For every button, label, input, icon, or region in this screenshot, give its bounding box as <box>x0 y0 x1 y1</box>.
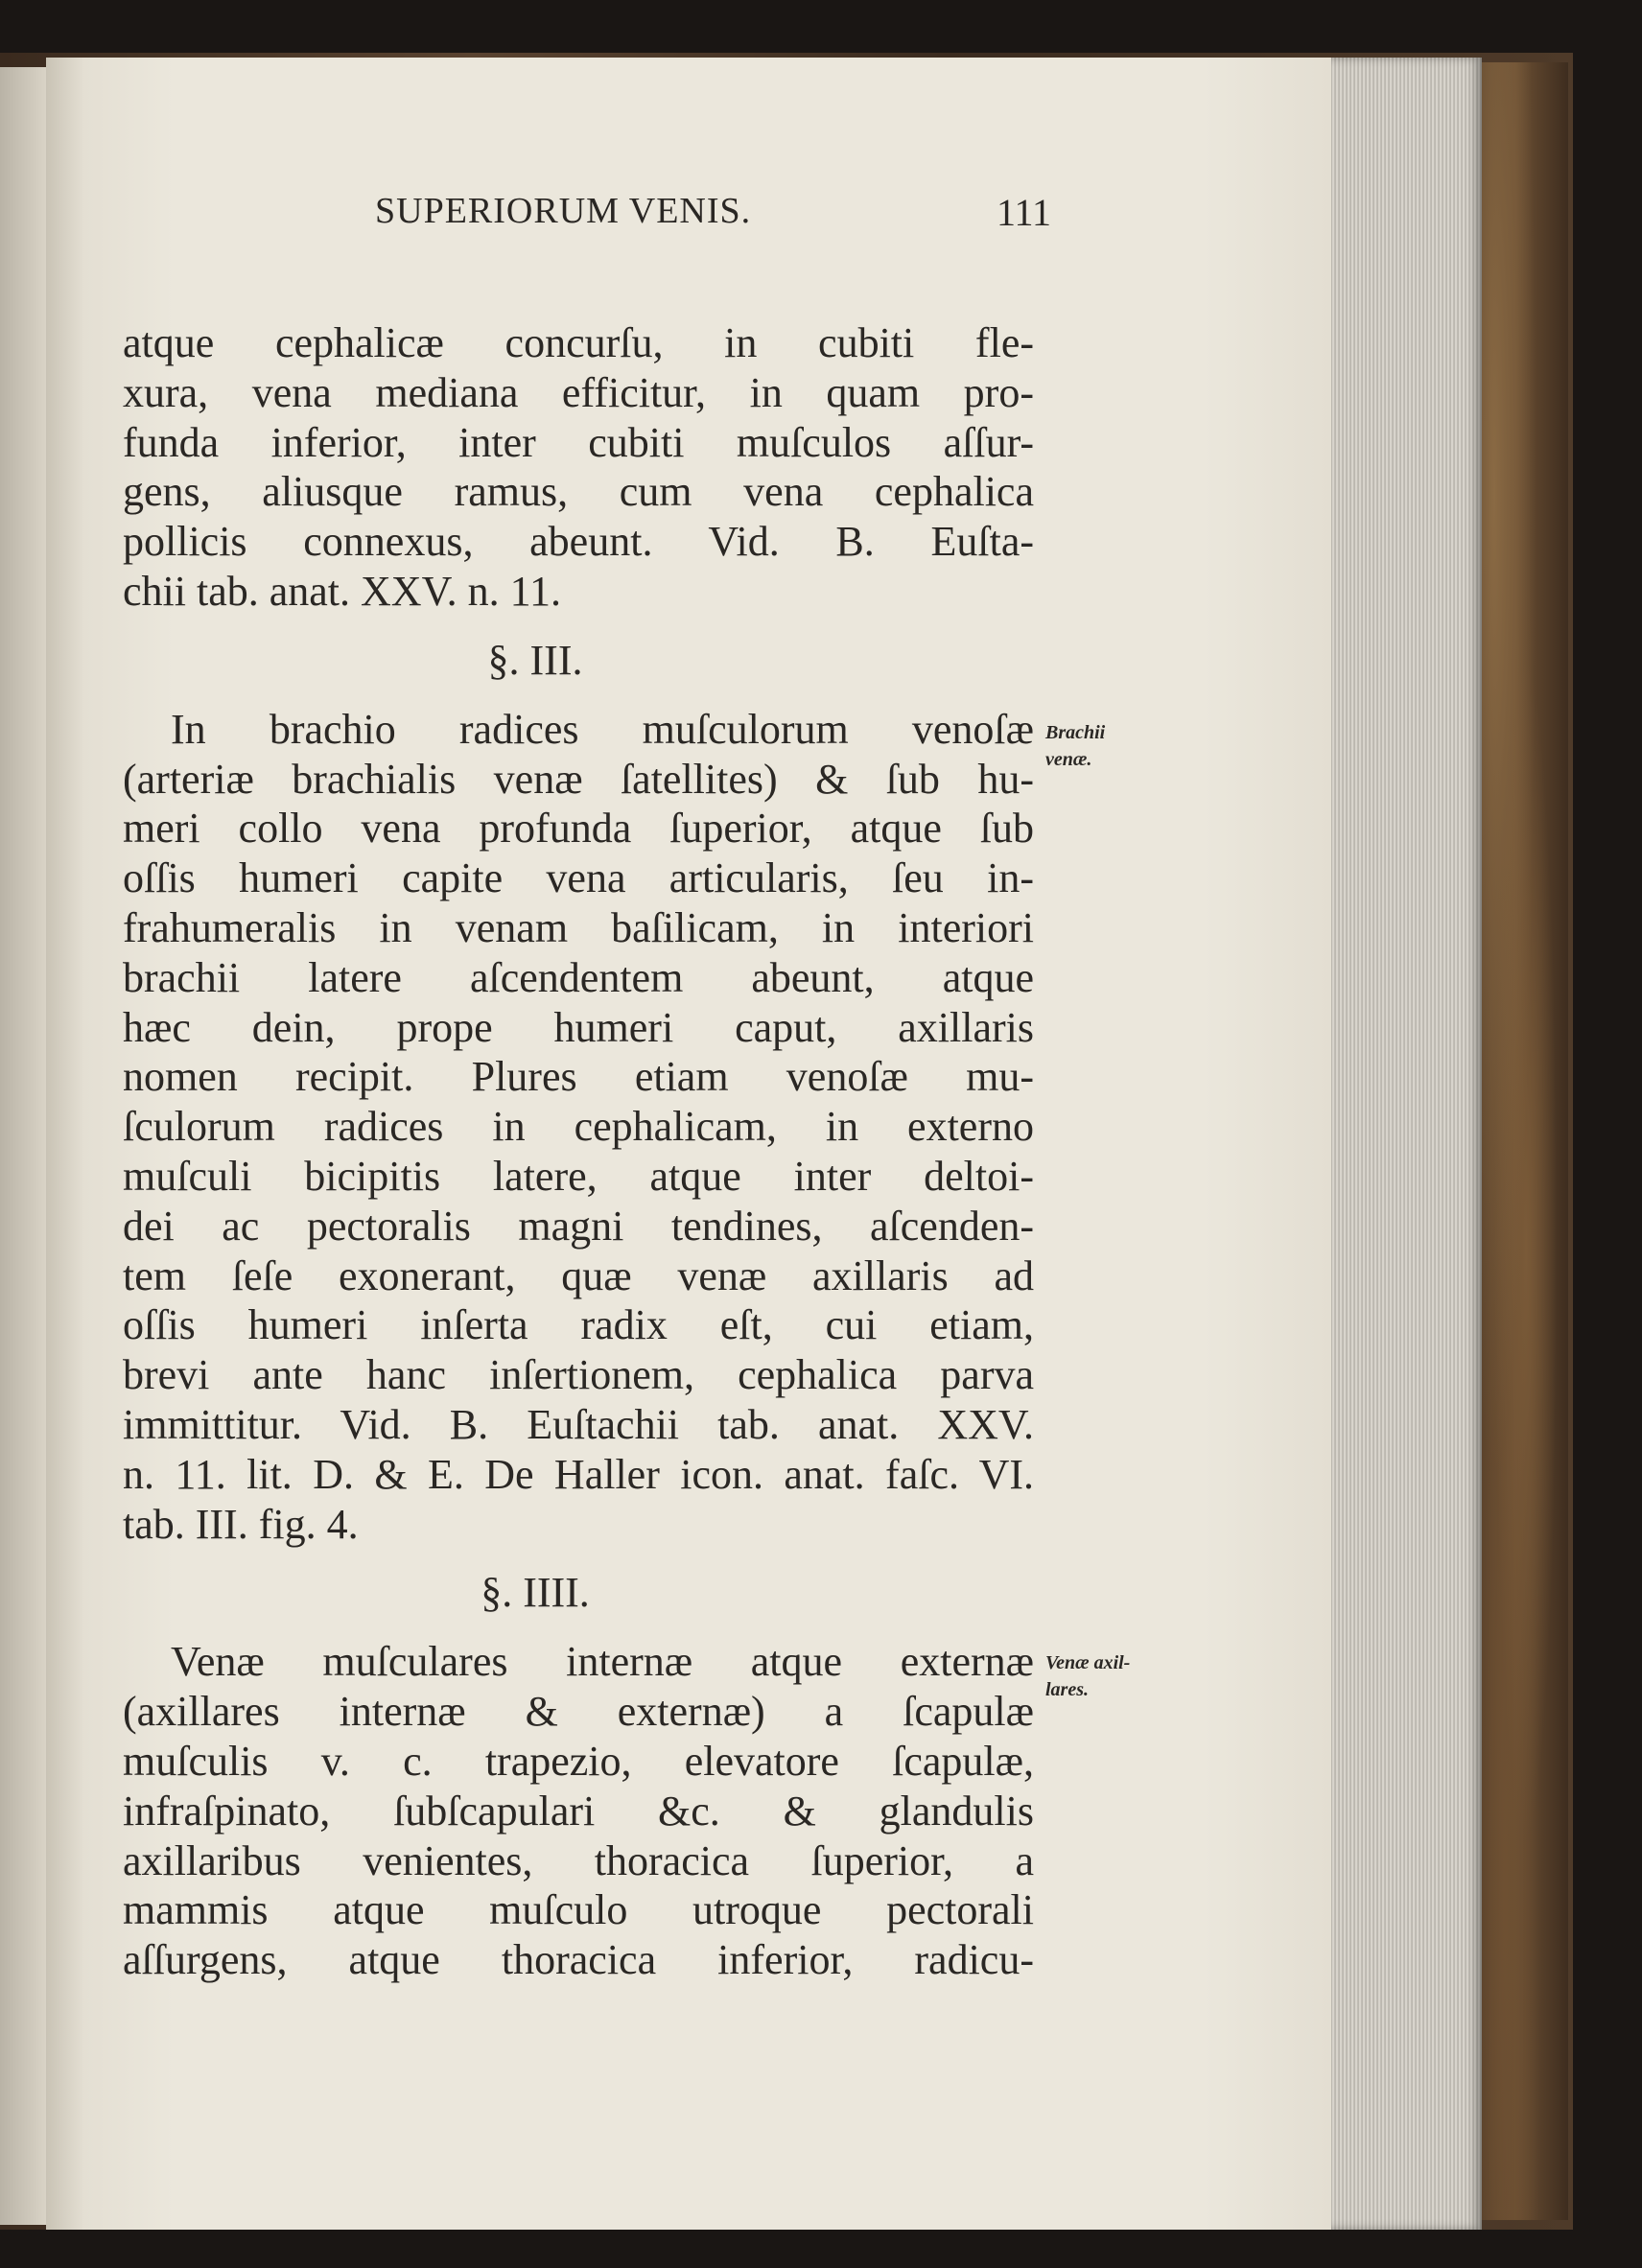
page-number: 111 <box>996 191 1051 234</box>
text-line: infraſpinato, ſubſcapulari &c. & glandulis <box>123 1787 1034 1835</box>
text-line: muſculi bicipitis latere, atque inter deltoi- <box>123 1152 1034 1200</box>
text-line: tem ſeſe exonerant, quæ venæ axillaris ad <box>123 1251 1034 1299</box>
text-line: oſſis humeri inſerta radix eſt, cui etiam, <box>123 1301 1034 1349</box>
text-line: (arteriæ brachialis venæ ſatellites) & ſub hu- <box>123 755 1034 803</box>
text-line: pollicis connexus, abeunt. Vid. B. Euſta- <box>123 518 1034 566</box>
text-line: brevi ante hanc inſertionem, cephalica parva <box>123 1351 1034 1399</box>
verso-page <box>0 67 46 2225</box>
text-line: nomen recipit. Plures etiam venoſæ mu- <box>123 1053 1034 1101</box>
text-line: mammis atque muſculo utroque pectorali <box>123 1886 1034 1934</box>
margin-note-line: venæ. <box>1045 749 1092 770</box>
text-line: ſculorum radices in cephalicam, in externo <box>123 1103 1034 1151</box>
margin-note-brachii <box>1045 719 1105 773</box>
text-line: (axillares internæ & externæ) a ſcapulæ <box>123 1688 1034 1736</box>
text-line: gens, aliusque ramus, cum vena cephalica <box>123 468 1034 516</box>
text-line: Venæ muſculares internæ atque externæ <box>171 1638 1034 1686</box>
margin-note-line: lares. <box>1045 1679 1089 1700</box>
text-line: dei ac pectoralis magni tendines, aſcenden- <box>123 1202 1034 1250</box>
text-line: n. 11. lit. D. & E. De Haller icon. anat. faſc. VI. <box>123 1450 1034 1498</box>
book-page <box>46 58 1331 2230</box>
text-line: In brachio radices muſculorum venoſæ <box>171 705 1034 753</box>
text-line: immittitur. Vid. B. Euſtachii tab. anat. XXV. <box>123 1400 1034 1448</box>
section-heading: §. IIII. <box>481 1569 590 1617</box>
text-line: xura, vena mediana efficitur, in quam pro- <box>123 368 1034 416</box>
text-line: atque cephalicæ concurſu, in cubiti fle- <box>123 319 1034 366</box>
section-heading: §. III. <box>487 636 583 684</box>
text-line: brachii latere aſcendentem abeunt, atque <box>123 953 1034 1001</box>
text-line: chii tab. anat. XXV. n. 11. <box>123 567 562 615</box>
text-line: tab. III. fig. 4. <box>123 1500 359 1548</box>
text-line: axillaribus venientes, thoracica ſuperior, a <box>123 1836 1034 1884</box>
page-header <box>375 190 1051 247</box>
margin-note-axillares <box>1045 1649 1130 1703</box>
margin-note-line: Brachii <box>1045 722 1106 743</box>
text-line: hæc dein, prope humeri caput, axillaris <box>123 1003 1034 1051</box>
page-edges <box>1328 58 1482 2230</box>
text-line: oſſis humeri capite vena articularis, ſeu in- <box>123 854 1034 902</box>
text-block <box>123 318 1034 1985</box>
running-head: SUPERIORUM VENIS. <box>375 191 752 231</box>
margin-note-line: Venæ axil- <box>1045 1652 1131 1673</box>
text-line: meri collo vena profunda ſuperior, atque ſub <box>123 805 1034 853</box>
text-line: aſſurgens, atque thoracica inferior, radicu- <box>123 1936 1034 1984</box>
text-line: muſculis v. c. trapezio, elevatore ſcapulæ, <box>123 1737 1034 1785</box>
text-line: funda inferior, inter cubiti muſculos aſſur- <box>123 418 1034 466</box>
text-line: frahumeralis in venam baſilicam, in interiori <box>123 903 1034 951</box>
